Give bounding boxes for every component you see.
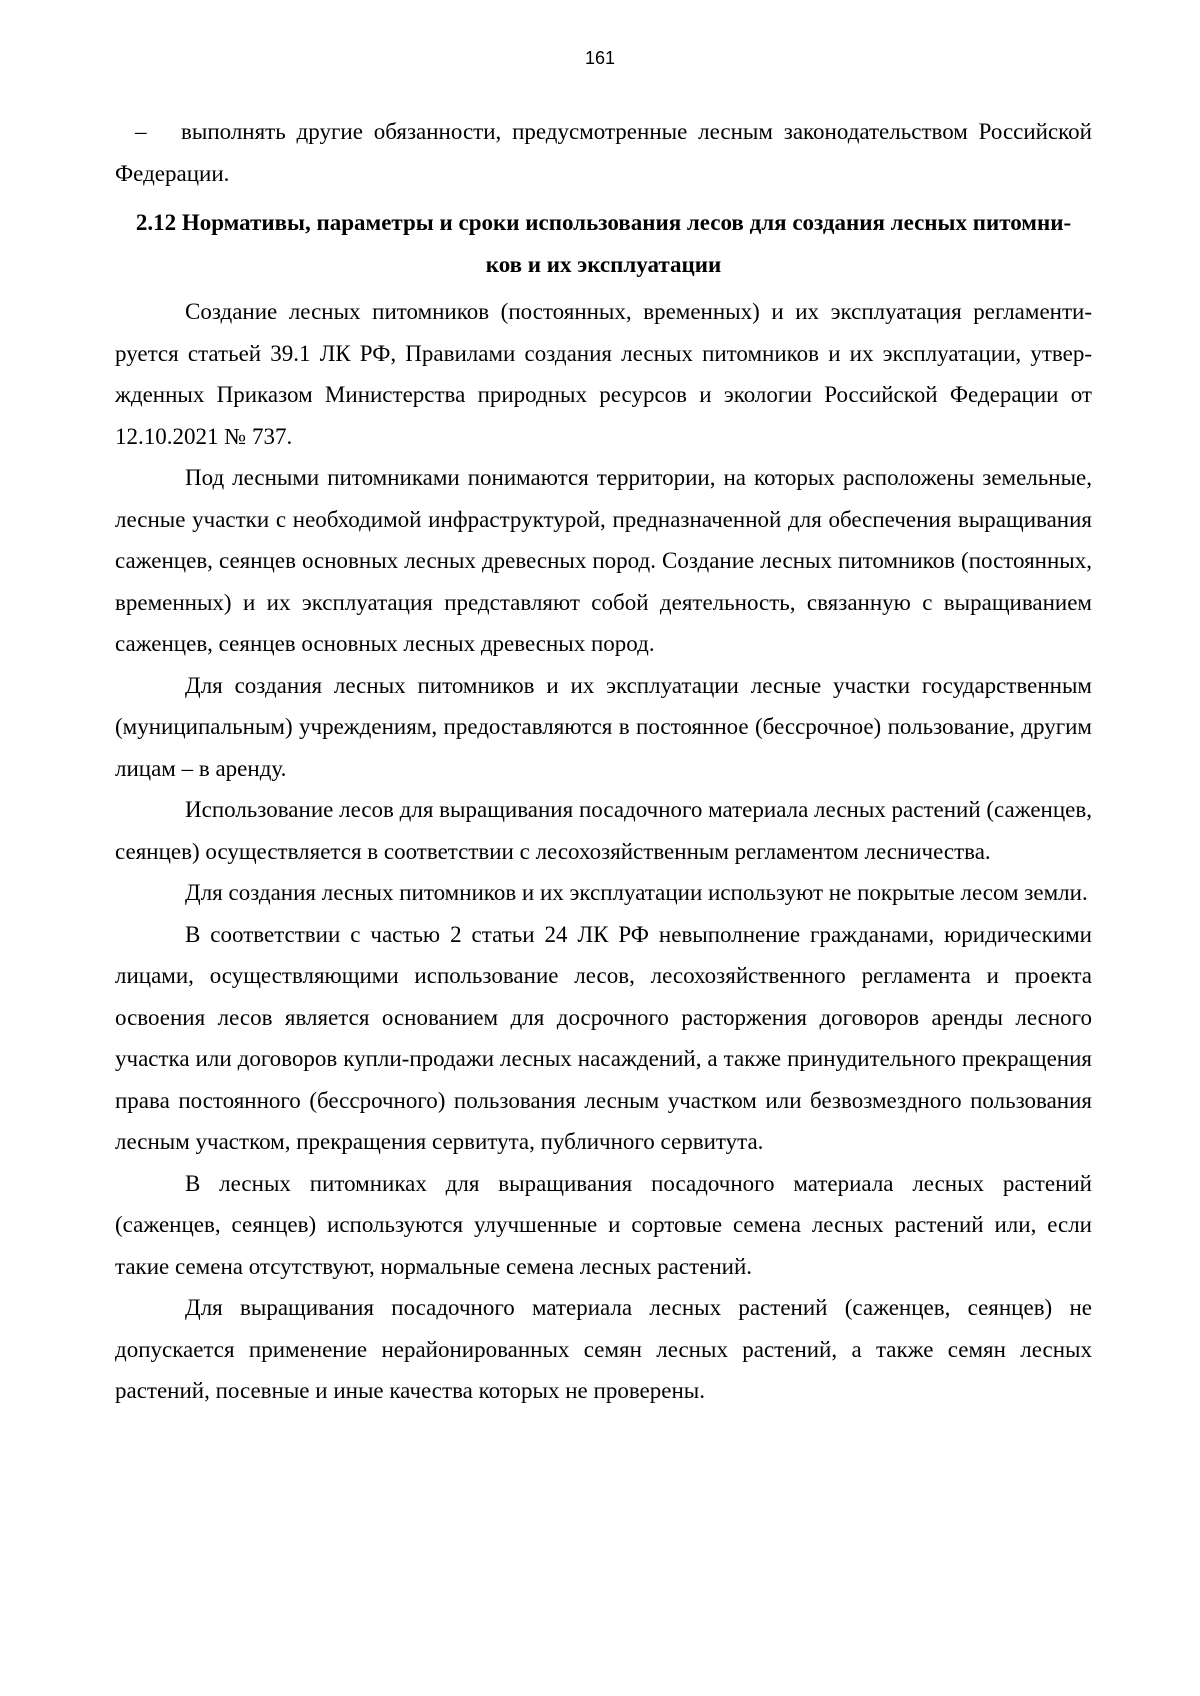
paragraph-2: Под лесными питомниками понимаются территории, на которых расположены земельные, лесные участки с необходимой инфраструктурой, предназначенной для обеспечения выращивания саженцев, сеянцев основных лесных древесных пород. Создание лесных питомников (постоянных, временных) и их эксплуатация представляют собой деятельность, связанную с выращиванием саженцев, сеянцев основных лесных древесных пород. xyxy=(115,465,1092,656)
paragraph-7: В лесных питомниках для выращивания посадочного материала лесных растений (саженцев, сеянцев) используются улучшенные и сортовые семена лесных растений или, если такие семена отсутствуют, нормальные семена лесных растений. xyxy=(115,1170,1092,1279)
paragraph-8: Для выращивания посадочного материала лесных растений (саженцев, сеянцев) не допускается применение нерайонированных семян лесных растений, а также семян лесных растений, посевные и иные качества которых не проверены. xyxy=(115,1295,1092,1403)
page-content xyxy=(115,111,1092,1412)
paragraph-1: Создание лесных питомников (постоянных, временных) и их эксплуатация регламентируется статьей 39.1 ЛК РФ, Правилами создания лесных питомников и их эксплуатации, утвержденных Приказом Министерства природных ресурсов и экологии Российской Федерации от 12.10.2021 № 737. xyxy=(115,299,1092,449)
paragraph-6: В соответствии с частью 2 статьи 24 ЛК РФ невыполнение гражданами, юридическими лицами, осуществляющими использование лесов, лесохозяйственного регламента и проекта освоения лесов является основанием для досрочного расторжения договоров аренды лесного участка или договоров купли-продажи лесных насаждений, а также принудительного прекращения права постоянного (бессрочного) пользования лесным участком или безвозмездного пользования лесным участком, прекращения сервитута, публичного сервитута. xyxy=(115,921,1092,1154)
section-heading: 2.12 Нормативы, параметры и сроки использования лесов для создания лесных питомников и их эксплуатации xyxy=(135,210,1072,277)
bullet-text: выполнять другие обязанности, предусмотренные лесным законодательством Российской Федерации. xyxy=(115,119,1092,186)
paragraph-3: Для создания лесных питомников и их эксплуатации лесные участки государственным (муниципальным) учреждениям, предоставляются в постоянное (бессрочное) пользование, другим лицам – в аренду. xyxy=(115,672,1092,781)
paragraph-4: Использование лесов для выращивания посадочного материала лесных растений (саженцев, сеянцев) осуществляется в соответствии с лесохозяйственным регламентом лесничества. xyxy=(115,797,1092,864)
paragraph-5: Для создания лесных питомников и их эксплуатации используют не покрытые лесом земли. xyxy=(185,880,1088,905)
bullet-item xyxy=(115,111,1092,194)
page-number: 161 xyxy=(584,48,616,68)
bullet-dash: – xyxy=(135,119,147,144)
